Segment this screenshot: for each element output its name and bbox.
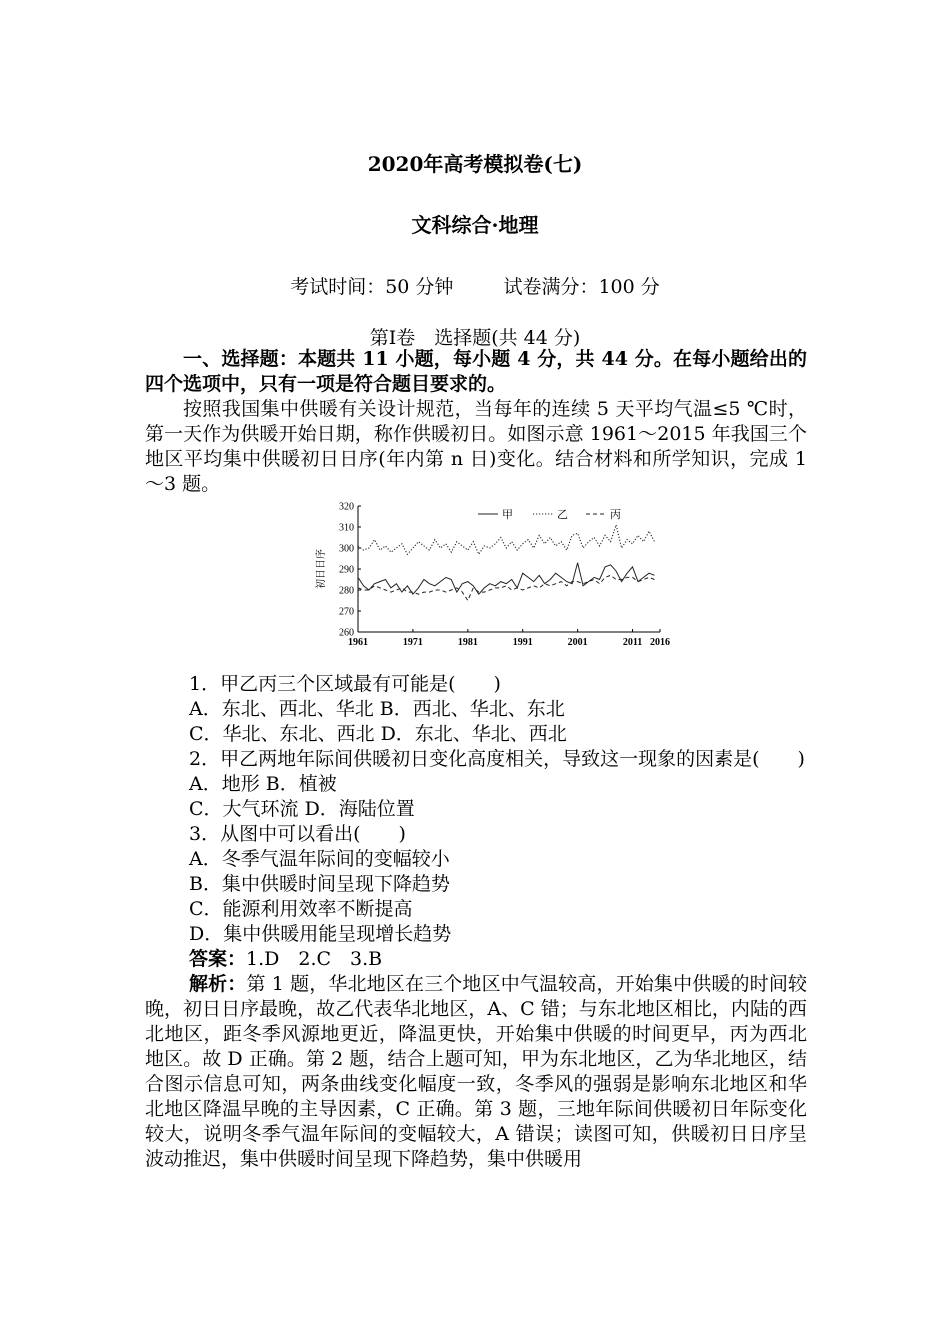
question-1-stem: 1．甲乙丙三个区域最有可能是( ) <box>189 673 501 695</box>
question-2-option-row: C．大气环流 D．海陆位置 <box>189 798 415 820</box>
x-tick-label: 2011 <box>622 637 643 648</box>
y-tick-label: 290 <box>339 564 354 576</box>
x-tick-label: 1991 <box>512 637 533 648</box>
x-tick-label: 2001 <box>567 637 588 648</box>
series-line-3 <box>358 575 655 600</box>
x-tick-label: 1961 <box>348 637 368 648</box>
y-tick-label: 310 <box>339 522 354 534</box>
chart-svg <box>310 500 690 660</box>
y-tick-label: 300 <box>339 543 354 555</box>
answer-text: 1.D 2.C 3.B <box>246 948 383 970</box>
x-tick-label: 1971 <box>402 637 423 648</box>
x-tick-label: 1981 <box>457 637 478 648</box>
question-3-stem: 3．从图中可以看出( ) <box>189 823 406 845</box>
question-3-option: D．集中供暖用能呈现增长趋势 <box>189 923 452 945</box>
answer-line <box>145 947 807 972</box>
x-tick-label: 2016 <box>650 637 670 648</box>
series-line-2 <box>358 525 655 554</box>
question-2-stem: 2．甲乙两地年际间供暖初日变化高度相关，导致这一现象的因素是( ) <box>189 748 805 770</box>
legend-label: 甲 <box>502 508 513 521</box>
questions-block <box>145 672 807 1172</box>
exam-meta <box>0 272 950 299</box>
analysis-paragraph <box>145 972 807 1172</box>
section-instruction: 一、选择题：本题共 11 小题，每小题 4 分，共 44 分。在每小题给出的四个选项中，只有一项是符合题目要求的。 <box>145 348 807 395</box>
section-title: 第Ⅰ卷 选择题(共 44 分) <box>369 327 581 349</box>
question-1-option-row: C．华北、东北、西北 D．东北、华北、西北 <box>189 723 567 745</box>
full-score: 试卷满分：100 分 <box>503 276 660 298</box>
question-3-option: C．能源利用效率不断提高 <box>189 898 413 920</box>
material-text: 按照我国集中供暖有关设计规范，当每年的连续 5 天平均气温≤5 ℃时，第一天作为供暖开始日期，称作供暖初日。如图示意 1961～2015 年我国三个地区平均集中供暖初日日序(年内第 n 日)变化。结合材料和所学知识，完成 1～3 题。 <box>145 398 807 495</box>
exam-subtitle: 文科综合·地理 <box>411 213 539 237</box>
question-3-option: A．冬季气温年际间的变幅较小 <box>189 848 450 870</box>
question-3-option: B．集中供暖时间呈现下降趋势 <box>189 873 450 895</box>
exam-time: 考试时间：50 分钟 <box>290 276 454 298</box>
analysis-text: 第 1 题，华北地区在三个地区中气温较高，开始集中供暖的时间较晚，初日日序最晚，故乙代表华北地区，A、C 错；与东北地区相比，内陆的西北地区，距冬季风源地更近，降温更快，开始集中供暖的时间更早，丙为西北地区。故 D 正确。第 2 题，结合上题可知，甲为东北地区，乙为华北地区，结合图示信息可知，两条曲线变化幅度一致，冬季风的强弱是影响东北地区和华北地区降温早晚的主导因素，C 正确。第 3 题，三地年际间供暖初日年际变化较大，说明冬季气温年际间的变幅较大，A 错误；读图可知，供暖初日日序呈波动推迟，集中供暖时间呈现下降趋势，集中供暖用 <box>145 973 807 1170</box>
y-tick-label: 320 <box>339 501 354 513</box>
question-2-option-row: A．地形 B．植被 <box>189 773 337 795</box>
heating-start-chart <box>310 500 690 660</box>
instruction-block <box>145 347 807 497</box>
legend-label: 丙 <box>610 508 621 521</box>
y-tick-label: 280 <box>339 585 354 597</box>
question-1-option-row: A．东北、西北、华北 B．西北、华北、东北 <box>189 698 565 720</box>
answer-label: 答案： <box>189 948 247 970</box>
legend-label: 乙 <box>557 508 568 521</box>
y-axis-label: 初日日序 <box>316 549 327 589</box>
analysis-label: 解析： <box>189 973 247 995</box>
exam-title: 2020年高考模拟卷(七) <box>367 152 583 176</box>
y-tick-label: 260 <box>339 627 354 639</box>
y-tick-label: 270 <box>339 606 354 618</box>
series-line-1 <box>358 563 655 595</box>
